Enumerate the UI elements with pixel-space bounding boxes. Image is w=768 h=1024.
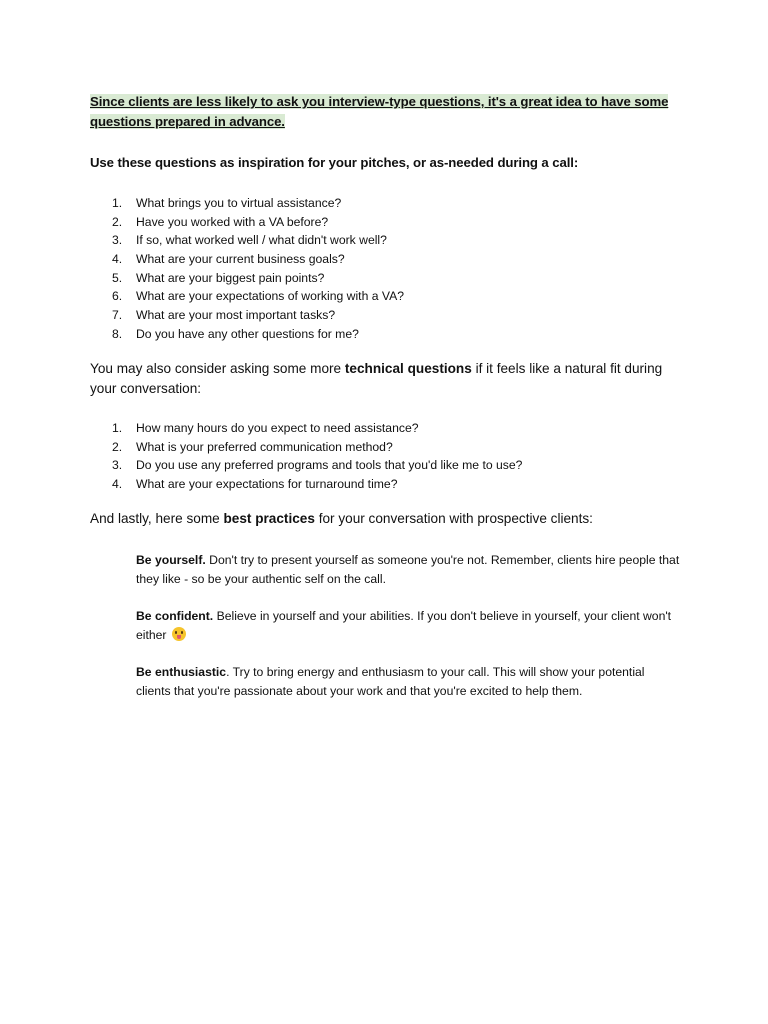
list-number: 1. (112, 421, 123, 435)
best-practices-paragraph (90, 509, 680, 529)
tip-be-enthusiastic (136, 663, 681, 701)
list-item (90, 306, 690, 325)
client-questions-list (90, 194, 690, 344)
tip-be-confident (136, 607, 681, 645)
tip-be-yourself (136, 551, 681, 589)
list-number: 6. (112, 289, 123, 304)
list-number: 3. (112, 458, 123, 473)
list-item (90, 269, 690, 288)
list-item (90, 438, 690, 457)
tip-text: . Try to bring energy and enthusiasm to your call. This will show your potential clients that you're passionate about your work and that you're excited to help them. (136, 665, 645, 698)
tip-text: Believe in yourself and your abilities. If you don't believe in yourself, your client won't either (136, 609, 672, 642)
list-item-text: Have you worked with a VA before? (136, 214, 329, 229)
tip-title: Be confident. (136, 609, 214, 623)
list-item (90, 419, 690, 438)
winking-face-with-tongue-icon (172, 627, 186, 641)
questions-lead: Use these questions as inspiration for your pitches, or as-needed during a call: (90, 155, 579, 170)
tip-title: Be enthusiastic (136, 665, 227, 679)
list-item-text: What are your biggest pain points? (136, 270, 325, 285)
list-number: 3. (112, 233, 123, 248)
list-number: 8. (112, 326, 123, 341)
list-number: 2. (112, 439, 123, 454)
list-item (90, 287, 690, 306)
intro-highlight (90, 92, 680, 132)
list-number: 4. (112, 477, 123, 492)
list-number: 1. (112, 196, 123, 210)
list-item-text: What are your most important tasks? (136, 308, 336, 323)
list-item (90, 194, 690, 213)
tip-text: Don't try to present yourself as someone you're not. Remember, clients hire people that they like - so be your authentic self on the call. (136, 553, 680, 586)
list-item (90, 231, 690, 250)
paragraph-text: if it feels like a natural fit during your conversation: (90, 361, 663, 396)
list-item-text: What are your expectations for turnaround time? (136, 477, 398, 492)
paragraph-bold: technical questions (344, 361, 472, 376)
list-item-text: What is your preferred communication method? (136, 439, 393, 454)
list-item (90, 456, 690, 475)
paragraph-text: And lastly, here some (90, 511, 224, 526)
list-item-text: What brings you to virtual assistance? (136, 196, 342, 210)
list-item-text: What are your current business goals? (136, 252, 345, 267)
list-item-text: Do you use any preferred programs and tools that you'd like me to use? (136, 458, 523, 473)
tip-title: Be yourself. (136, 553, 206, 567)
list-item (90, 213, 690, 232)
list-item-text: How many hours do you expect to need assistance? (136, 421, 419, 435)
intro-line-1: Since clients are less likely to ask you interview-type questions, it's a great idea to have some (90, 94, 669, 109)
list-item-text: If so, what worked well / what didn't work well? (136, 233, 387, 248)
paragraph-text: You may also consider asking some more (90, 361, 345, 376)
technical-questions-list (90, 419, 690, 494)
paragraph-bold: best practices (223, 511, 315, 526)
list-item (90, 475, 690, 494)
list-item (90, 325, 690, 344)
list-number: 4. (112, 252, 123, 267)
list-item-text: What are your expectations of working with a VA? (136, 289, 405, 304)
list-number: 2. (112, 214, 123, 229)
paragraph-text: for your conversation with prospective clients: (314, 511, 593, 526)
list-item-text: Do you have any other questions for me? (136, 326, 359, 341)
intro-line-2: questions prepared in advance. (90, 114, 285, 129)
list-item (90, 250, 690, 269)
list-number: 7. (112, 308, 123, 323)
list-number: 5. (112, 270, 123, 285)
technical-questions-paragraph (90, 359, 680, 399)
